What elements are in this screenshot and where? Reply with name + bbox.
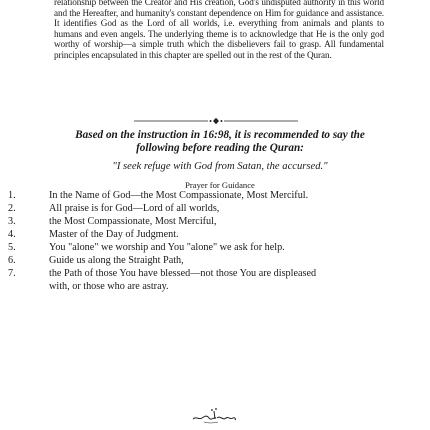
ornament-divider-icon <box>132 117 300 125</box>
intro-text: relationship between the Creator and His creation, God's undisputed authority in this world and the Hereafter, and humanity's constant dependence on Him for guidance and assistance. It identifies God as the Lord of all worlds, i.e. everything from animals and plants to humans and even angels. The underlying theme is to acknowledge that He is the only god worthy of worship—a simple truth which the disbelievers fail to grasp. All fundamental principles encapsulated in this chapter are spelled out in the rest of the Quran. <box>54 0 384 60</box>
verse-item <box>8 241 423 254</box>
recitation-note <box>40 129 400 155</box>
verse-text: You "alone" we worship and You "alone" we ask for help. <box>49 242 285 253</box>
verse-text: the Path of those You have blessed—not those You are displeased <box>49 268 317 279</box>
verse-number: 1. <box>8 190 16 201</box>
refuge-quote: "I seek refuge with God from Satan, the accursed." <box>112 161 328 172</box>
verse-item <box>8 202 423 215</box>
verse-number: 7. <box>8 268 16 279</box>
verse-number: 4. <box>8 229 16 240</box>
verse-number: 6. <box>8 255 16 266</box>
recitation-note-line-2: following before reading the Quran: <box>136 142 304 154</box>
intro-paragraph <box>54 0 384 61</box>
verse-item <box>8 267 423 293</box>
verse-text: In the Name of God—the Most Compassionate, Most Merciful. <box>49 190 309 201</box>
verse-item <box>8 228 423 241</box>
verse-item <box>8 189 423 202</box>
verse-text: the Most Compassionate, Most Merciful, <box>49 216 217 227</box>
verse-number: 3. <box>8 216 16 227</box>
verse-text-continued: with, or those who are astray. <box>49 281 169 292</box>
verse-item <box>8 215 423 228</box>
verse-item <box>8 254 423 267</box>
recitation-note-line-1: Based on the instruction in 16:98, it is recommended to say the <box>75 129 365 141</box>
verse-text: Master of the Day of Judgment. <box>49 229 179 240</box>
verse-text: Guide us along the Straight Path, <box>49 255 184 266</box>
prayer-heading: Prayer for Guidance <box>185 180 255 190</box>
verse-number: 2. <box>8 203 16 214</box>
prayer-verse-list <box>8 189 423 293</box>
arabic-calligraphy-icon <box>190 407 238 425</box>
verse-number: 5. <box>8 242 16 253</box>
verse-text: All praise is for God—Lord of all worlds, <box>49 203 220 214</box>
